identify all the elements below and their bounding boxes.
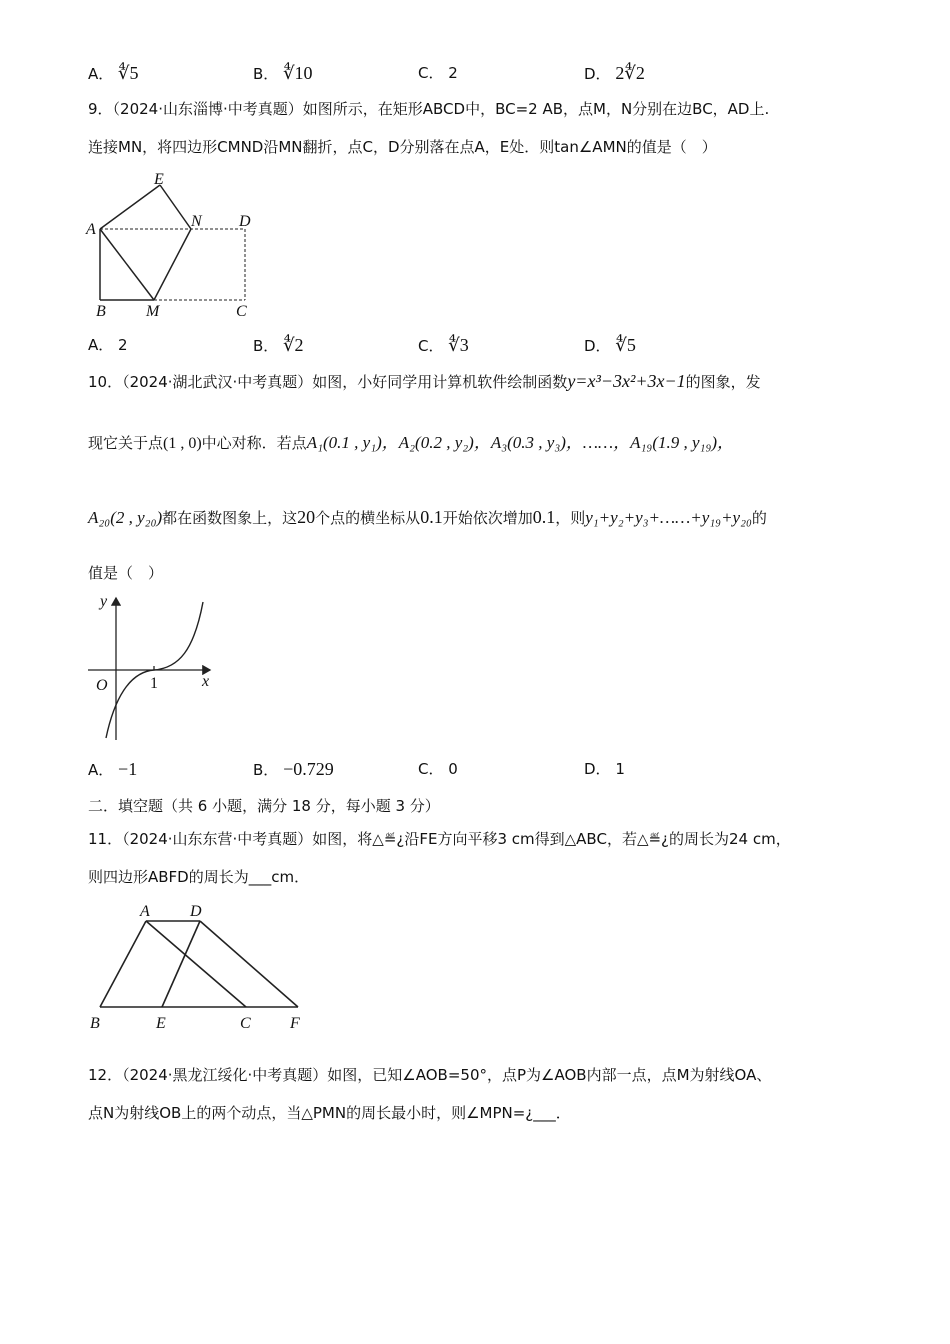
q8-option-a: [88, 62, 139, 85]
q10-stem-line3: [88, 506, 767, 529]
option-expr: ∜3: [448, 335, 469, 355]
q10-points: A₁(0.1 , y₁)，A₂(0.2 , y₂)，A₃(0.3 , y₃)，……，A₁₉(1.9 , y₁₉)，: [306, 433, 735, 452]
label-f: F: [290, 1015, 300, 1032]
q10-option-c: [418, 758, 458, 780]
q10-text: 开始依次增加: [442, 509, 533, 527]
q9-option-c: [418, 334, 469, 357]
q8-option-b: [253, 62, 313, 85]
option-letter: C．: [418, 337, 444, 355]
q10-step: 0.1: [532, 507, 556, 527]
label-m: M: [146, 303, 160, 320]
q9-option-b: [253, 334, 304, 357]
option-letter: C．: [418, 760, 444, 778]
q10-intro-end: 的图象，发: [685, 373, 761, 391]
label-d: D: [239, 213, 251, 230]
option-expr: ∜10: [283, 63, 313, 83]
q10-intro: 10．（2024·湖北武汉·中考真题）如图，小好同学用计算机软件绘制函数: [88, 373, 568, 391]
q10-text: 都在函数图象上，这: [162, 509, 298, 527]
label-a: A: [140, 903, 150, 920]
option-letter: B．: [253, 337, 279, 355]
q10-count: 20: [297, 507, 316, 527]
seg-de: [162, 921, 200, 1007]
label-c: C: [240, 1015, 251, 1032]
label-y: y: [100, 593, 108, 610]
option-expr: −0.729: [283, 759, 334, 779]
label-d: D: [190, 903, 202, 920]
q10-stem-line4: 值是（ ）: [88, 564, 164, 582]
q10-stem-line2: [88, 432, 734, 455]
option-expr: 1: [615, 760, 625, 778]
option-expr: ∜5: [615, 335, 636, 355]
q10-start: 0.1: [420, 507, 443, 527]
label-c: C: [236, 303, 247, 320]
option-expr: 0: [448, 760, 458, 778]
q10-point-a20: A₂₀(2 , y₂₀): [88, 508, 163, 527]
q10-graph: [84, 590, 224, 745]
label-x: x: [202, 673, 210, 690]
option-expr: 2: [448, 64, 458, 82]
seg-ae: [100, 185, 160, 229]
seg-am: [100, 229, 154, 300]
option-letter: B．: [253, 65, 279, 83]
q9-stem-line2: 连接MN，将四边形CMND沿MN翻折，点C，D分别落在点A，E处．则tan∠AMN的值是（ ）: [88, 138, 717, 156]
option-letter: A．: [88, 761, 114, 779]
label-e: E: [156, 1015, 166, 1032]
seg-df: [200, 921, 298, 1007]
option-expr: −1: [118, 759, 138, 779]
q10-option-b: [253, 758, 334, 781]
q10-text: 的: [751, 509, 767, 527]
seg-ab: [100, 921, 146, 1007]
q9-option-d: [584, 334, 636, 357]
option-expr: 2: [118, 336, 128, 354]
label-n: N: [191, 213, 202, 230]
q8-option-d: [584, 62, 645, 85]
q11-stem-line2: 则四边形ABFD的周长为___cm．: [88, 868, 310, 886]
option-expr: 2∜2: [615, 63, 645, 83]
q10-function: y=x³−3x²+3x−1: [567, 371, 686, 391]
seg-nm: [154, 229, 191, 300]
q8-option-c: [418, 62, 458, 84]
q9-figure: [84, 168, 264, 323]
q10-text: 个点的横坐标从: [315, 509, 421, 527]
option-letter: B．: [253, 761, 279, 779]
q10-sum: y₁+y₂+y₃+……+y₁₉+y₂₀: [585, 508, 752, 527]
option-letter: D．: [584, 65, 611, 83]
q12-stem-line2: 点N为射线OB上的两个动点，当△PMN的周长最小时，则∠MPN=¿___．: [88, 1104, 571, 1122]
q9-option-a: [88, 334, 128, 356]
q10-text: ，则: [555, 509, 586, 527]
q10-text: 中心对称．若点: [201, 434, 307, 452]
option-expr: ∜5: [118, 63, 139, 83]
label-origin: O: [96, 677, 108, 694]
q10-text: 现它关于点: [88, 434, 164, 452]
seg-ac: [146, 921, 246, 1007]
q10-stem-line1: [88, 370, 761, 393]
q12-stem-line1: 12．（2024·黑龙江绥化·中考真题）如图，已知∠AOB=50°，点P为∠AOB内部一点，点M为射线OA、: [88, 1066, 772, 1084]
label-b: B: [90, 1015, 100, 1032]
label-a: A: [86, 221, 96, 238]
section-heading: 二．填空题（共 6 小题，满分 18 分，每小题 3 分）: [88, 797, 440, 815]
option-expr: ∜2: [283, 335, 304, 355]
label-one: 1: [150, 675, 158, 692]
option-letter: D．: [584, 760, 611, 778]
q10-option-d: [584, 758, 625, 780]
label-e: E: [154, 171, 164, 188]
q11-stem-line1: 11．（2024·山东东营·中考真题）如图，将△≝¿沿FE方向平移3 cm得到△ABC，若△≝¿的周长为24 cm，: [88, 830, 791, 848]
option-letter: D．: [584, 337, 611, 355]
option-letter: A．: [88, 336, 114, 354]
q10-center-point: (1 , 0): [163, 435, 202, 452]
q10-option-a: [88, 758, 137, 781]
q11-figure: [84, 898, 314, 1038]
option-letter: C．: [418, 64, 444, 82]
option-letter: A．: [88, 65, 114, 83]
q9-stem-line1: 9．（2024·山东淄博·中考真题）如图所示，在矩形ABCD中，BC=2 AB，点M，N分别在边BC，AD上.: [88, 100, 770, 118]
label-b: B: [96, 303, 106, 320]
seg-en: [160, 185, 191, 229]
